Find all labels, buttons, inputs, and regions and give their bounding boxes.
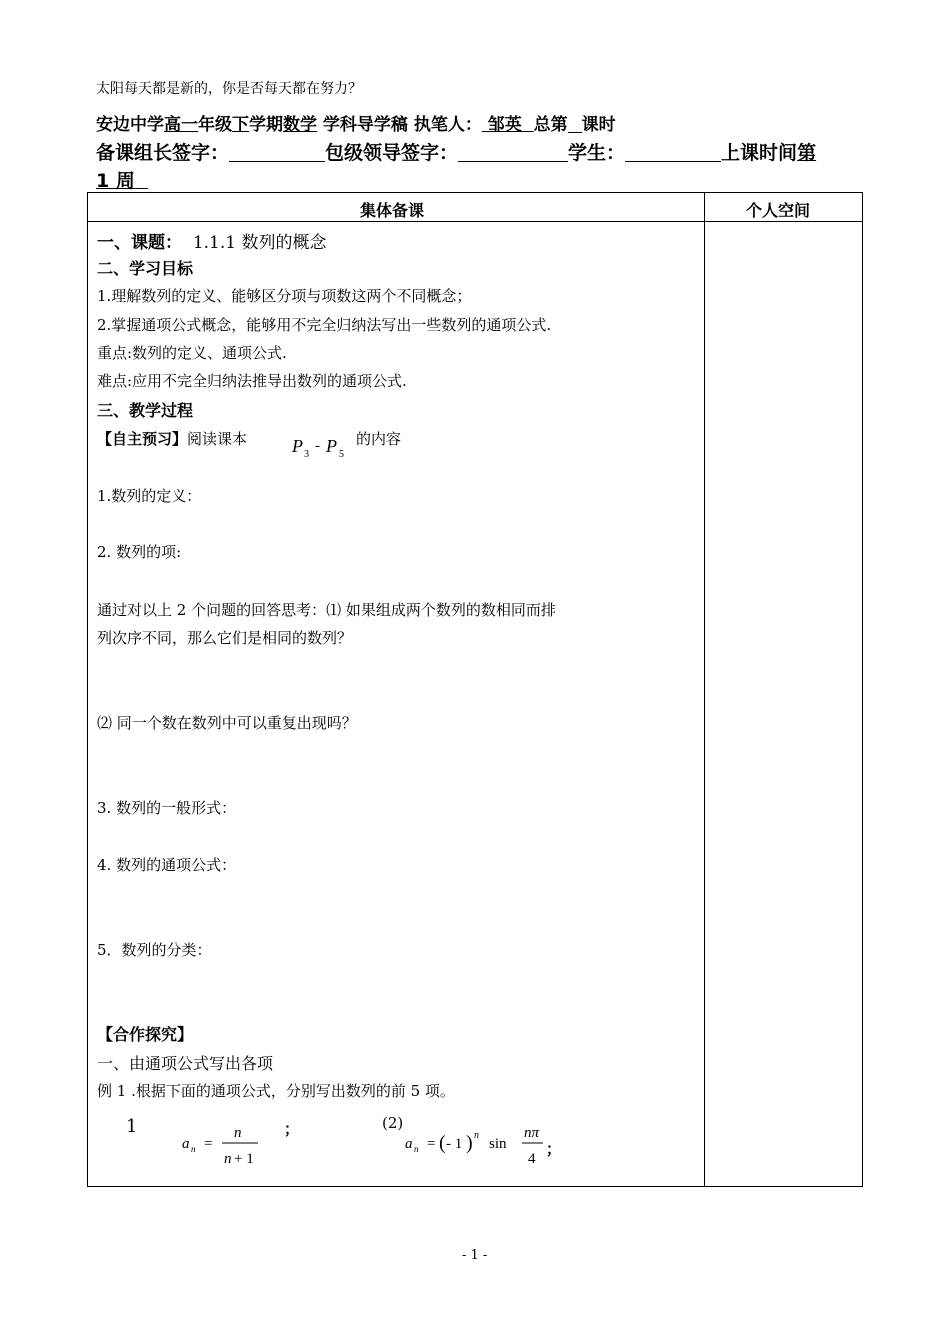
col-header-main: 集体备课 (360, 201, 425, 220)
formula-1 (178, 1118, 268, 1174)
question-2: 2. 数列的项: (97, 543, 182, 561)
example-number-2: (2) (382, 1114, 404, 1132)
explore-label: 【合作探究】 (97, 1025, 194, 1044)
goal-1: 1.理解数列的定义、能够区分项与项数这两个不同概念； (97, 287, 472, 305)
svg-text:+ 1: + 1 (234, 1151, 254, 1167)
svg-text:a: a (182, 1136, 190, 1152)
difficulty-point: 难点:应用不完全归纳法推导出数列的通项公式. (97, 372, 407, 390)
svg-text:n: n (191, 1144, 196, 1154)
topic-title: 1.1.1 数列的概念 (192, 233, 327, 253)
preview-text: 阅读课本 (187, 430, 248, 448)
time-label: 上课时间 (721, 142, 798, 164)
term-label: 学期 (249, 115, 283, 135)
formula-2 (400, 1118, 550, 1174)
grade-label: 年级 (198, 115, 232, 135)
lesson-label: 课时 (581, 115, 616, 135)
header-line-2 (96, 138, 816, 165)
svg-text:P: P (326, 436, 337, 456)
svg-text:4: 4 (528, 1151, 536, 1167)
total-label: 总第 (533, 115, 568, 135)
question-4: 4. 数列的通项公式： (97, 856, 237, 874)
explore-subtitle: 一、由通项公式写出各项 (97, 1054, 274, 1073)
subject-value: 数学 (283, 115, 317, 135)
goal-2: 2.掌握通项公式概念，能够用不完全归纳法写出一些数列的通项公式. (97, 316, 552, 334)
student-label: 学生： (568, 142, 626, 164)
svg-text:a: a (405, 1136, 413, 1152)
think-line-1: 通过对以上 2 个问题的回答思考：⑴ 如果组成两个数列的数相同而排 (97, 601, 556, 619)
grade-value: 高一 (164, 115, 198, 135)
term-value: 下 (232, 115, 249, 135)
preview-label: 【自主预习】 (97, 430, 188, 448)
group-leader-label: 备课组长签字： (96, 142, 230, 164)
example-number-1: 1 (126, 1116, 138, 1137)
topic-label: 一、课题： (97, 233, 182, 253)
col-header-side: 个人空间 (746, 201, 811, 220)
header-line-3 (96, 166, 148, 193)
week-prefix: 第 (797, 142, 817, 164)
question-3: 3. 数列的一般形式： (97, 799, 237, 817)
think-question-2: ⑵ 同一个数在数列中可以重复出现吗？ (97, 714, 357, 732)
svg-text:3: 3 (304, 449, 309, 460)
leader-signature-field[interactable] (458, 143, 568, 162)
column-divider (704, 192, 705, 1187)
preview-line (97, 428, 247, 449)
total-blank[interactable] (568, 114, 582, 133)
key-point: 重点:数列的定义、通项公式. (97, 344, 287, 362)
svg-text:n: n (414, 1144, 419, 1154)
topic-line (97, 228, 326, 253)
semicolon-1: ； (284, 1120, 300, 1138)
author-label: 执笔人： (413, 115, 482, 135)
leader-label: 包级领导签字： (325, 142, 459, 164)
student-field[interactable] (625, 143, 721, 162)
svg-text:): ) (466, 1132, 473, 1154)
think-line-2: 列次序不同，那么它们是相同的数列？ (97, 629, 353, 647)
preview-tail: 的内容 (356, 430, 402, 448)
page-range-formula (288, 428, 362, 462)
semicolon-2: ； (546, 1140, 562, 1158)
week-value: 1 周 (96, 170, 135, 192)
svg-text:- 1: - 1 (446, 1136, 463, 1152)
header-line-1 (96, 110, 616, 135)
svg-text:=: = (204, 1136, 213, 1152)
svg-text:nπ: nπ (524, 1125, 540, 1141)
svg-text:(: ( (439, 1132, 446, 1154)
example-1: 例 1 .根据下面的通项公式，分别写出数列的前 5 项。 (97, 1082, 455, 1100)
motto: 太阳每天都是新的，你是否每天都在努力？ (96, 81, 362, 97)
page-number: - 1 - (462, 1248, 488, 1263)
question-5: 5．数列的分类： (97, 941, 212, 959)
svg-text:n: n (474, 1130, 479, 1141)
group-leader-signature-field[interactable] (229, 143, 325, 162)
svg-text:sin: sin (489, 1136, 507, 1152)
svg-text:5: 5 (339, 449, 344, 460)
svg-text:n: n (224, 1151, 232, 1167)
svg-text:P: P (292, 436, 303, 456)
author-value: 邹英 (487, 115, 522, 135)
question-1: 1.数列的定义： (97, 487, 202, 505)
subject-label: 学科导学稿 (322, 115, 408, 135)
goals-title: 二、学习目标 (97, 259, 194, 278)
svg-text:-: - (315, 438, 320, 454)
school-name: 安边中学 (96, 115, 164, 135)
process-title: 三、教学过程 (97, 401, 194, 420)
svg-text:=: = (427, 1136, 436, 1152)
svg-text:n: n (234, 1125, 242, 1141)
header-row-divider (87, 221, 863, 222)
